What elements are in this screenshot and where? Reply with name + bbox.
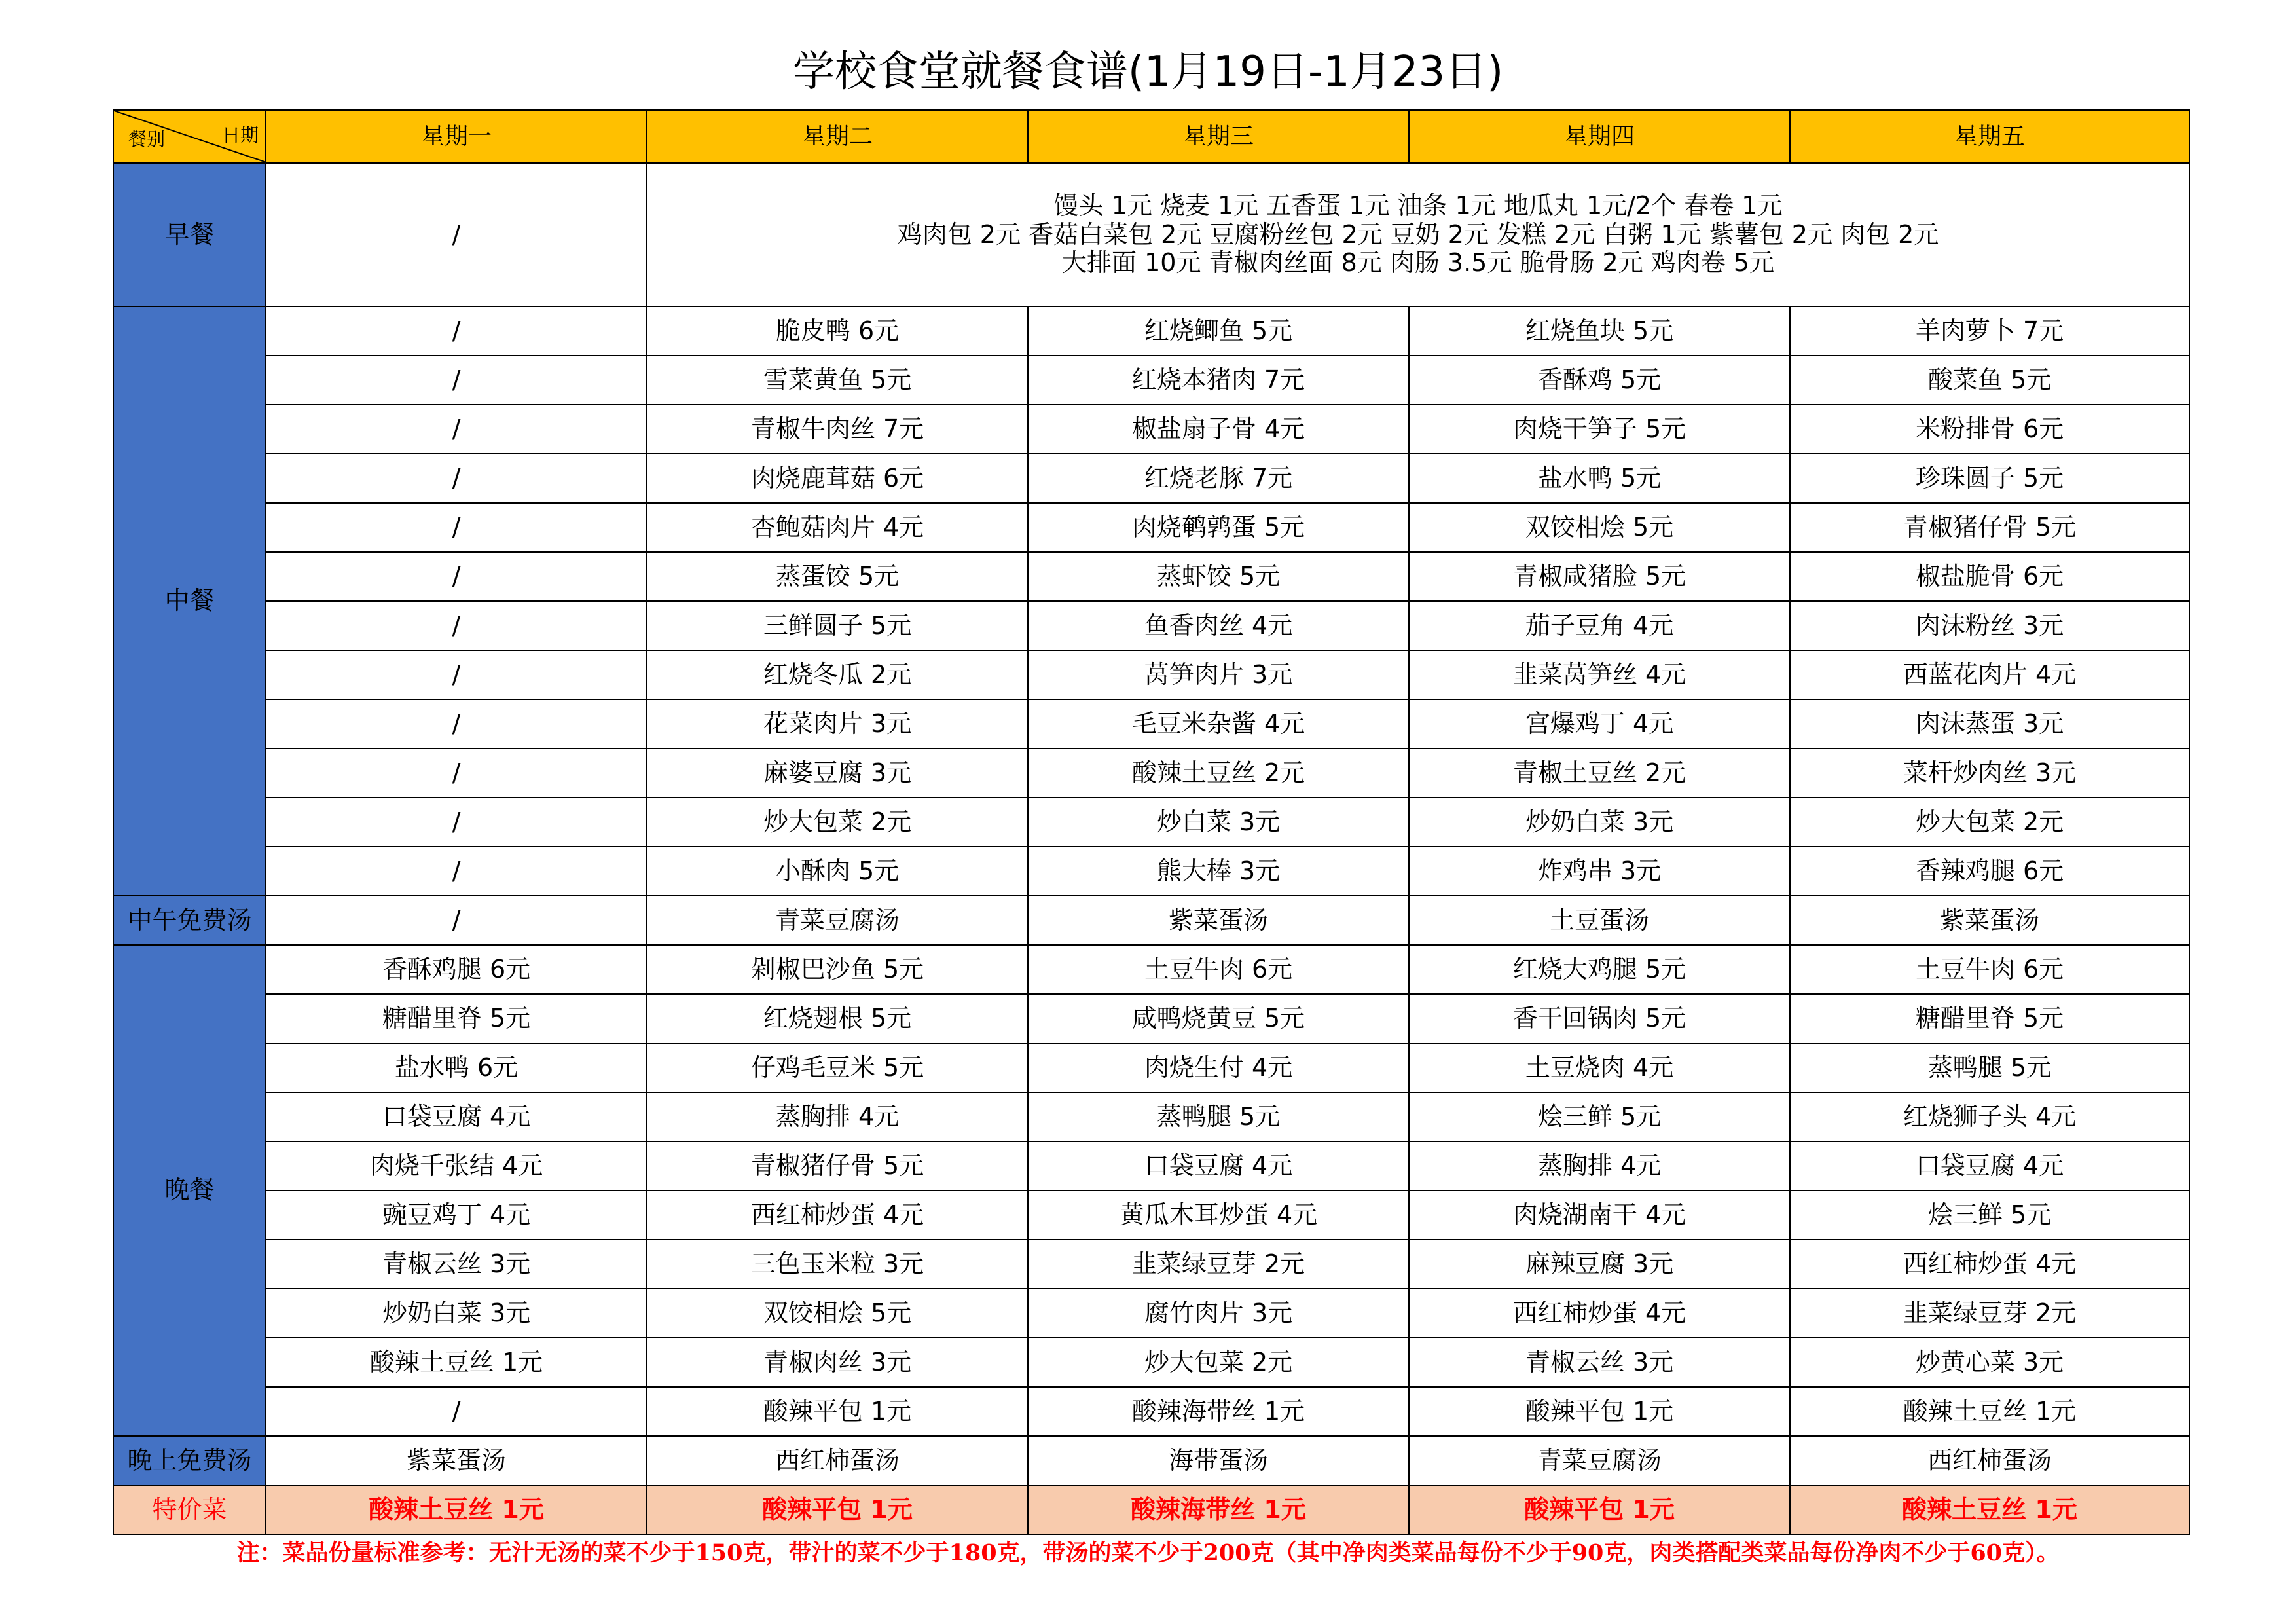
dinner-row [113,994,2189,1043]
dish-cell: 炒白菜 3元 [1028,798,1409,847]
dish-cell: 小酥肉 5元 [647,847,1028,896]
dish-cell: / [266,896,647,945]
dish-cell: 土豆牛肉 6元 [1790,945,2189,994]
lunch-row [113,699,2189,748]
dish-cell: 蒸蛋饺 5元 [647,552,1028,601]
dish-cell: 青椒肉丝 3元 [647,1338,1028,1387]
dinner-soup-label: 晚上免费汤 [113,1436,266,1485]
dish-cell: 蒸胸排 4元 [647,1092,1028,1141]
header-row [113,110,2189,163]
dish-cell: 羊肉萝卜 7元 [1790,306,2189,356]
dish-cell: 青椒猪仔骨 5元 [647,1141,1028,1190]
dish-cell: 酸菜鱼 5元 [1790,356,2189,405]
dish-cell: 糖醋里脊 5元 [1790,994,2189,1043]
lunch-soup-label: 中午免费汤 [113,896,266,945]
dish-cell: 香酥鸡 5元 [1409,356,1790,405]
dish-cell: 红烧冬瓜 2元 [647,650,1028,699]
dish-cell: 炒黄心菜 3元 [1790,1338,2189,1387]
dish-cell: 海带蛋汤 [1028,1436,1409,1485]
dish-cell: 韭菜绿豆芽 2元 [1790,1289,2189,1338]
dish-cell: 烩三鲜 5元 [1790,1190,2189,1240]
dinner-row [113,1043,2189,1092]
dish-cell: 西红柿炒蛋 4元 [1790,1240,2189,1289]
dish-cell: 盐水鸭 5元 [1409,454,1790,503]
dish-cell: 茄子豆角 4元 [1409,601,1790,650]
dish-cell: 土豆烧肉 4元 [1409,1043,1790,1092]
dish-cell: / [266,552,647,601]
dish-cell: / [266,454,647,503]
dish-cell: / [266,601,647,650]
dish-cell: 盐水鸭 6元 [266,1043,647,1092]
dinner-row [113,1240,2189,1289]
dish-cell: 香干回锅肉 5元 [1409,994,1790,1043]
dish-cell: 肉烧千张结 4元 [266,1141,647,1190]
dish-cell: 土豆蛋汤 [1409,896,1790,945]
dish-cell: 雪菜黄鱼 5元 [647,356,1028,405]
dish-cell: 青椒云丝 3元 [266,1240,647,1289]
dish-cell: / [266,798,647,847]
menu-table [113,109,2190,1535]
dish-cell: 土豆牛肉 6元 [1028,945,1409,994]
dish-cell: 红烧大鸡腿 5元 [1409,945,1790,994]
dish-cell: 青椒咸猪脸 5元 [1409,552,1790,601]
lunch-row [113,503,2189,552]
dish-cell: 宫爆鸡丁 4元 [1409,699,1790,748]
dish-cell: 西红柿蛋汤 [647,1436,1028,1485]
dish-cell: 杏鲍菇肉片 4元 [647,503,1028,552]
lunch-row [113,356,2189,405]
dish-cell: / [266,405,647,454]
portion-note: 注：菜品份量标准参考：无汁无汤的菜不少于150克，带汁的菜不少于180克，带汤的菜不少于200克（其中净肉类菜品每份不少于90克，肉类搭配类菜品每份净肉不少于60克）。 [236,1540,2060,1566]
dish-cell: 菜杆炒肉丝 3元 [1790,748,2189,798]
dish-cell: 炒奶白菜 3元 [266,1289,647,1338]
lunch-row [113,552,2189,601]
dish-cell: 炒大包菜 2元 [1028,1338,1409,1387]
dish-cell: 肉烧生付 4元 [1028,1043,1409,1092]
corner-date-label: 日期 [221,124,259,146]
dish-cell: / [266,699,647,748]
dish-cell: 米粉排骨 6元 [1790,405,2189,454]
dish-cell: 蒸胸排 4元 [1409,1141,1790,1190]
dinner-label: 晚餐 [113,945,266,1436]
dish-cell: 口袋豆腐 4元 [266,1092,647,1141]
dish-cell: 腐竹肉片 3元 [1028,1289,1409,1338]
dinner-row [113,1141,2189,1190]
day-header-tuesday: 星期二 [647,110,1028,163]
special-row [113,1485,2189,1534]
corner-meal-label: 餐别 [128,128,166,150]
dish-cell: 红烧鲫鱼 5元 [1028,306,1409,356]
dish-cell: 红烧本猪肉 7元 [1028,356,1409,405]
dish-cell: 红烧鱼块 5元 [1409,306,1790,356]
dish-cell: / [266,847,647,896]
dinner-row [113,945,2189,994]
dinner-row [113,1338,2189,1387]
dinner-soup-row [113,1436,2189,1485]
day-header-thursday: 星期四 [1409,110,1790,163]
dish-cell: 珍珠圆子 5元 [1790,454,2189,503]
breakfast-row [113,163,2189,306]
dish-cell: 麻辣豆腐 3元 [1409,1240,1790,1289]
dish-cell: 红烧翅根 5元 [647,994,1028,1043]
breakfast-line: 大排面 10元 青椒肉丝面 8元 肉肠 3.5元 脆骨肠 2元 鸡肉卷 5元 [1061,248,1775,278]
dish-cell: 咸鸭烧黄豆 5元 [1028,994,1409,1043]
dish-cell: 三色玉米粒 3元 [647,1240,1028,1289]
lunch-label: 中餐 [113,306,266,896]
dish-cell: 毛豆米杂酱 4元 [1028,699,1409,748]
lunch-row [113,748,2189,798]
header-corner-cell [113,110,266,163]
dish-cell: / [266,306,647,356]
dish-cell: 酸辣土豆丝 2元 [1028,748,1409,798]
dish-cell: 香辣鸡腿 6元 [1790,847,2189,896]
dish-cell: 紫菜蛋汤 [1028,896,1409,945]
dish-cell: 椒盐扇子骨 4元 [1028,405,1409,454]
dish-cell: 红烧狮子头 4元 [1790,1092,2189,1141]
dish-cell: 酸辣海带丝 1元 [1028,1485,1409,1534]
dish-cell: / [266,650,647,699]
dinner-row [113,1387,2189,1436]
lunch-row [113,798,2189,847]
dish-cell: 麻婆豆腐 3元 [647,748,1028,798]
dish-cell: 莴笋肉片 3元 [1028,650,1409,699]
dish-cell: 红烧老豚 7元 [1028,454,1409,503]
dinner-row [113,1190,2189,1240]
dish-cell: 酸辣平包 1元 [1409,1485,1790,1534]
dish-cell: 三鲜圆子 5元 [647,601,1028,650]
dish-cell: 韭菜绿豆芽 2元 [1028,1240,1409,1289]
day-header-wednesday: 星期三 [1028,110,1409,163]
dish-cell: 肉烧鹌鹑蛋 5元 [1028,503,1409,552]
dish-cell: 韭菜莴笋丝 4元 [1409,650,1790,699]
breakfast-label: 早餐 [113,163,266,306]
dish-cell: 口袋豆腐 4元 [1790,1141,2189,1190]
day-header-friday: 星期五 [1790,110,2189,163]
dish-cell: / [266,503,647,552]
dish-cell: 糖醋里脊 5元 [266,994,647,1043]
dish-cell: 蒸鸭腿 5元 [1790,1043,2189,1092]
lunch-row [113,454,2189,503]
dish-cell: 豌豆鸡丁 4元 [266,1190,647,1240]
dish-cell: 熊大棒 3元 [1028,847,1409,896]
breakfast-monday: / [266,163,647,306]
dish-cell: 花菜肉片 3元 [647,699,1028,748]
dish-cell: 青椒云丝 3元 [1409,1338,1790,1387]
lunch-row [113,601,2189,650]
dish-cell: 西红柿蛋汤 [1790,1436,2189,1485]
page-title: 学校食堂就餐食谱(1月19日-1月23日) [792,48,1504,96]
dish-cell: 西蓝花肉片 4元 [1790,650,2189,699]
dinner-row [113,1289,2189,1338]
special-label: 特价菜 [113,1485,266,1534]
dish-cell: 口袋豆腐 4元 [1028,1141,1409,1190]
day-header-monday: 星期一 [266,110,647,163]
dish-cell: 酸辣平包 1元 [1409,1387,1790,1436]
dish-cell: 青椒猪仔骨 5元 [1790,503,2189,552]
dish-cell: 酸辣土豆丝 1元 [266,1485,647,1534]
dish-cell: 炸鸡串 3元 [1409,847,1790,896]
dish-cell: 西红柿炒蛋 4元 [1409,1289,1790,1338]
dish-cell: 仔鸡毛豆米 5元 [647,1043,1028,1092]
dish-cell: 椒盐脆骨 6元 [1790,552,2189,601]
dish-cell: 蒸虾饺 5元 [1028,552,1409,601]
dish-cell: 鱼香肉丝 4元 [1028,601,1409,650]
dish-cell: 双饺相烩 5元 [1409,503,1790,552]
dish-cell: 酸辣土豆丝 1元 [1790,1387,2189,1436]
dish-cell: 脆皮鸭 6元 [647,306,1028,356]
dish-cell: 青菜豆腐汤 [647,896,1028,945]
dish-cell: 炒大包菜 2元 [1790,798,2189,847]
dish-cell: 双饺相烩 5元 [647,1289,1028,1338]
lunch-row [113,306,2189,356]
dish-cell: / [266,356,647,405]
dish-cell: / [266,748,647,798]
dish-cell: 西红柿炒蛋 4元 [647,1190,1028,1240]
dish-cell: 青椒土豆丝 2元 [1409,748,1790,798]
dish-cell: 剁椒巴沙鱼 5元 [647,945,1028,994]
dish-cell: 肉烧湖南干 4元 [1409,1190,1790,1240]
dish-cell: 肉沫蒸蛋 3元 [1790,699,2189,748]
dinner-row [113,1092,2189,1141]
breakfast-line: 馒头 1元 烧麦 1元 五香蛋 1元 油条 1元 地瓜丸 1元/2个 春卷 1元 [1053,191,1783,220]
dish-cell: 肉烧鹿茸菇 6元 [647,454,1028,503]
dish-cell: 青椒牛肉丝 7元 [647,405,1028,454]
dish-cell: 肉烧干笋子 5元 [1409,405,1790,454]
dish-cell: 酸辣土豆丝 1元 [266,1338,647,1387]
lunch-row [113,405,2189,454]
dish-cell: 紫菜蛋汤 [1790,896,2189,945]
dish-cell: 黄瓜木耳炒蛋 4元 [1028,1190,1409,1240]
dish-cell: 酸辣平包 1元 [647,1387,1028,1436]
dish-cell: 青菜豆腐汤 [1409,1436,1790,1485]
dish-cell: 炒奶白菜 3元 [1409,798,1790,847]
lunch-row [113,847,2189,896]
dish-cell: 香酥鸡腿 6元 [266,945,647,994]
breakfast-line: 鸡肉包 2元 香菇白菜包 2元 豆腐粉丝包 2元 豆奶 2元 发糕 2元 白粥 1元 紫薯包 2元 肉包 2元 [897,219,1939,249]
lunch-soup-row [113,896,2189,945]
lunch-row [113,650,2189,699]
dish-cell: 酸辣海带丝 1元 [1028,1387,1409,1436]
dish-cell: 肉沫粉丝 3元 [1790,601,2189,650]
dish-cell: 炒大包菜 2元 [647,798,1028,847]
dish-cell: 酸辣平包 1元 [647,1485,1028,1534]
dish-cell: 酸辣土豆丝 1元 [1790,1485,2189,1534]
dish-cell: / [266,1387,647,1436]
breakfast-items [647,163,2189,306]
dish-cell: 紫菜蛋汤 [266,1436,647,1485]
dish-cell: 烩三鲜 5元 [1409,1092,1790,1141]
dish-cell: 蒸鸭腿 5元 [1028,1092,1409,1141]
